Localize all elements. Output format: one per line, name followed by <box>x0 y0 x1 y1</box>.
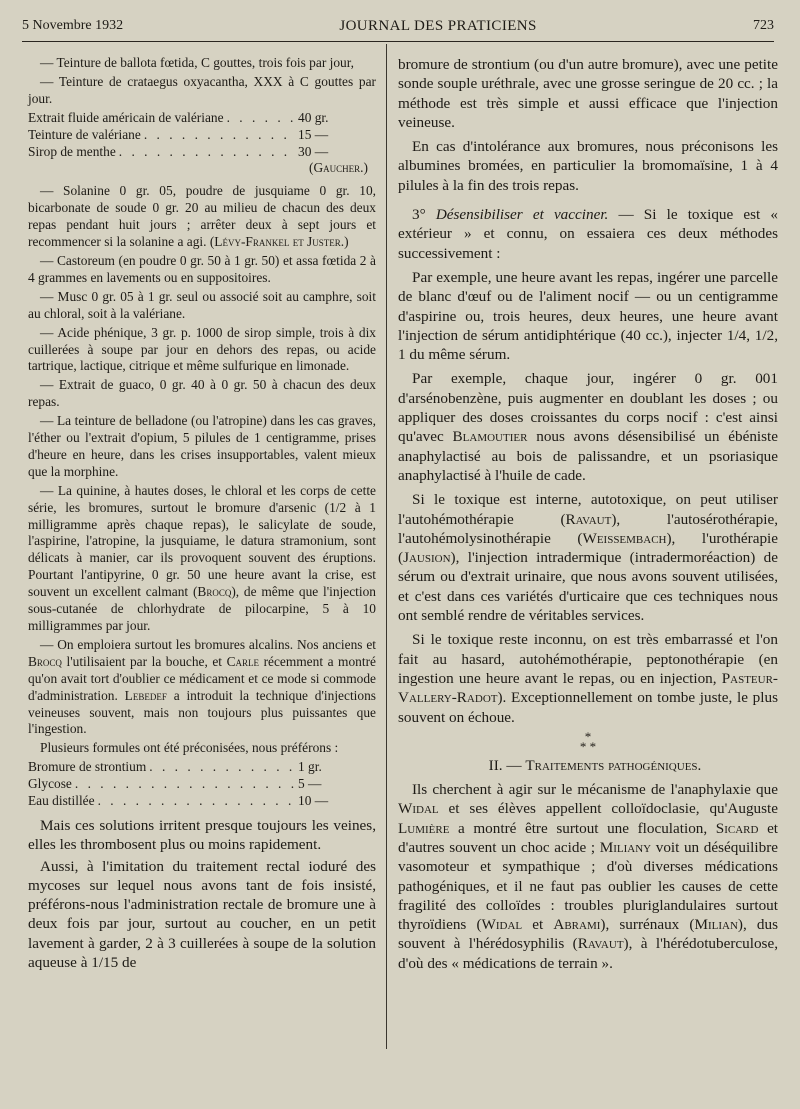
paragraph: 3° Désensibiliser et vacciner. — Si le toxique est « extérieur » et connu, on essaiera ces deux méthodes successivement : <box>398 206 778 262</box>
paragraph: — La quinine, à hautes doses, le chloral et les corps de cette série, les bromures, surtout le bromure d'arsenic (1/2 à 1 milligramme après chaque repas), le salicylate de soude, l'aspirine, l'atropine, la jusquiame, le datura stramonium, sont délicats à manier, car ils provoquent souvent des éruptions. Pourtant l'antipyrine, 0 gr. 50 une heure avant la crise, est souvent un excellent calmant (Brocq), de même que l'injection sous-cutanée de chlorhydrate de pilocarpine, 5 à 10 milligrammes par jour. <box>28 482 376 633</box>
paragraph: — La teinture de belladone (ou l'atropine) dans les cas graves, l'éther ou l'extrait d'opium, 5 pilules de 1 centigramme, prises d'heure en heure, dans les crises insupportables, valent mieux que la morphine. <box>28 413 376 479</box>
author-reference: Weissembach <box>582 529 667 547</box>
formula-row <box>28 759 376 776</box>
paragraph: — Teinture de crataegus oxyacantha, XXX à C gouttes par jour. <box>28 73 376 106</box>
page-header <box>22 14 774 42</box>
author-reference: Widal <box>398 800 439 818</box>
formula-quantity: 40 gr. <box>298 109 329 125</box>
formula-ingredient: Glycose <box>28 776 72 792</box>
paragraph: — Teinture de ballota fœtida, C gouttes, trois fois par jour, <box>40 55 355 70</box>
subsection-title: Désensibiliser et vacciner. <box>435 206 609 224</box>
paragraph: Plusieurs formules ont été préconisées, nous préférons : <box>40 740 339 756</box>
formula-row <box>28 110 376 127</box>
paragraph-large: Mais ces solutions irritent presque toujours les veines, elles les thrombosent plus ou moins rapidement. <box>28 816 376 854</box>
paragraph: En cas d'intolérance aux bromures, nous préconisons les albumines bromées, en particulier la bromomaïsine, 1 à 4 pilules à la fin des trois repas. <box>398 138 778 194</box>
author-reference: (Brocq) <box>192 584 236 600</box>
author-reference: Ravaut <box>577 935 624 953</box>
formula-ingredient: Teinture de valériane <box>28 126 141 142</box>
paragraph: Par exemple, une heure avant les repas, ingérer une parcelle de blanc d'œuf ou de l'aliment nocif — ou un centigramme d'aspirine ou, trois heures, deux heures, une heure avant l'injection de sérum antidiphtérique (40 cc.), injecter 1/4, 1/2, 1 du même sérum. <box>398 268 778 364</box>
column-divider <box>386 44 387 1049</box>
right-column <box>398 55 778 978</box>
author-reference: Jausion <box>403 549 451 567</box>
paragraph: Ils cherchent à agir sur le mécanisme de l'anaphylaxie que Widal et ses élèves appellent colloïdoclasie, qu'Auguste Lumière a montré être surtout une floculation, Sicard et d'autres souvent un choc acide ; Miliany voit un déséquilibre vasomoteur et sympathique ; d'où diverses médications pathogéniques, et il ne faut pas oublier les causes de cette fragilité des colloïdes : troubles pluriglandulaires surtout thyroïdiens (Widal et Abrami), surrénaux (Milian), dus souvent à l'hérédosyphilis (Ravaut), à l'hérédotuberculose, d'où des « médications de terrain ». <box>398 781 779 972</box>
section-separator: * * * <box>579 728 597 754</box>
paragraph: — Solanine 0 gr. 05, poudre de jusquiame 0 gr. 10, bicarbonate de soude 0 gr. 20 au milieu de chacun des deux repas pendant huit jours ; arrêter deux à sept jours et recommencer si la solanine a agi. (Lévy-Frankel et Juster.) <box>28 183 376 250</box>
paragraph: Par exemple, chaque jour, ingérer 0 gr. 001 d'arsénobenzène, puis augmenter en doublant les doses ; ou appliquer des doses croissantes du corps nocif : c'est ainsi qu'avec Blamoutier nous avons désensibilisé un ébéniste anaphylactisé au bois de palissandre, et un psoriasique anaphylactisé à l'huile de cade. <box>398 370 779 484</box>
formula-ingredient: Sirop de menthe <box>28 143 116 159</box>
author-reference: Sicard <box>715 819 759 837</box>
author-reference: Lebedef <box>124 687 167 703</box>
author-reference: Widal <box>481 916 523 934</box>
formula-quantity: 1 gr. <box>298 759 322 775</box>
author-reference: Ravaut <box>565 510 612 528</box>
author-reference: Pasteur-Vallery-Radot <box>398 669 778 707</box>
paragraph: Si le toxique est interne, autotoxique, on peut utiliser l'autohémothérapie (Ravaut), l'autosérothérapie, l'autohémolysinothérapie (Weissembach), l'urothérapie (Jausion), l'injection intradermique (intradermoréaction) de sérum ou d'extrait urinaire, que nous avons souvent utilisées, et c'est dans ces variétés d'urticaire que ces techniques nous ont semblé rendre de véritables services. <box>398 491 779 625</box>
paragraph: — Musc 0 gr. 05 à 1 gr. seul ou associé soit au camphre, soit au chloral, soit à la valériane. <box>28 288 376 321</box>
author-reference: Carle <box>226 653 260 669</box>
formula-ingredient: Eau distillée <box>28 793 95 809</box>
paragraph: — Extrait de guaco, 0 gr. 40 à 0 gr. 50 à chacun des deux repas. <box>28 377 376 410</box>
formula-source: (Gaucher.) <box>309 160 368 176</box>
formula-row <box>28 793 376 810</box>
author-reference: (Lévy-Frankel et Juster.) <box>209 234 349 250</box>
formula-quantity: 5 — <box>298 776 322 792</box>
page-number: 723 <box>753 18 774 33</box>
left-column <box>28 55 376 974</box>
author-reference: Brocq <box>28 653 62 669</box>
section-heading: II. — Traitements pathogéniques. <box>488 756 702 774</box>
formula-row <box>28 776 376 793</box>
paragraph: — Castoreum (en poudre 0 gr. 50 à 1 gr. 50) et assa fœtida 2 à 4 grammes en lavements ou en suppositoires. <box>28 252 376 285</box>
section-title: Traitements pathogéniques. <box>525 756 702 774</box>
paragraph: — Acide phénique, 3 gr. p. 1000 de sirop simple, trois à dix cuillerées à soupe par jour en dehors des repas, ou acide tartrique, lactique, citrique et même sulfurique en limonade. <box>28 324 376 374</box>
formula-valeriane <box>28 110 376 178</box>
journal-title: JOURNAL DES PRATICIENS <box>339 17 537 34</box>
formula-quantity: 15 — <box>298 126 329 142</box>
formula-ingredient: Bromure de strontium <box>28 759 147 775</box>
author-reference: Abrami <box>553 916 601 934</box>
author-reference: Miliany <box>599 838 652 856</box>
formula-quantity: 10 — <box>298 793 329 809</box>
paragraph: — On emploiera surtout les bromures alcalins. Nos anciens et Brocq l'utilisaient par la bouche, et Carle récemment a montré qu'on avait tort d'oublier ce médicament et ce mode si commode d'administration. Lebedef a introduit la technique d'injections veineuses souvent, mais non toujours plus puissantes que l'ingestion. <box>28 636 376 737</box>
formula-row <box>28 127 376 144</box>
header-date: 5 Novembre 1932 <box>22 18 124 33</box>
formula-quantity: 30 — <box>298 143 329 159</box>
author-reference: Lumière <box>398 819 450 837</box>
author-reference: Milian <box>694 916 738 934</box>
paragraph: Si le toxique reste inconnu, on est très embarrassé et l'on fait au hasard, autohémothérapie, peptonothérapie (en ingestion une heure avant le repas, ou en injection, Pasteur-Vallery-Radot). Exceptionnellement on tombe juste, le plus souvent on échoue. <box>398 631 778 726</box>
formula-row <box>28 144 376 161</box>
formula-bromure <box>28 759 376 810</box>
formula-ingredient: Extrait fluide américain de valériane <box>28 109 224 125</box>
author-reference: Blamoutier <box>452 428 528 446</box>
paragraph: bromure de strontium (ou d'un autre bromure), avec une petite sonde souple uréthrale, avec une grosse seringue de 20 cc. ; la méthode est très simple et aussi efficace que l'injection veineuse. <box>398 56 778 131</box>
paragraph-large: Aussi, à l'imitation du traitement rectal ioduré des mycoses sur lequel nous avons tant de fois insisté, préférons-nous l'administration rectale de bromure une à deux fois par jour, surtout au coucher, en un petit lavement à garder, 2 à 3 cuillerées à soupe de la solution aqueuse à 1/15 de <box>28 857 376 972</box>
